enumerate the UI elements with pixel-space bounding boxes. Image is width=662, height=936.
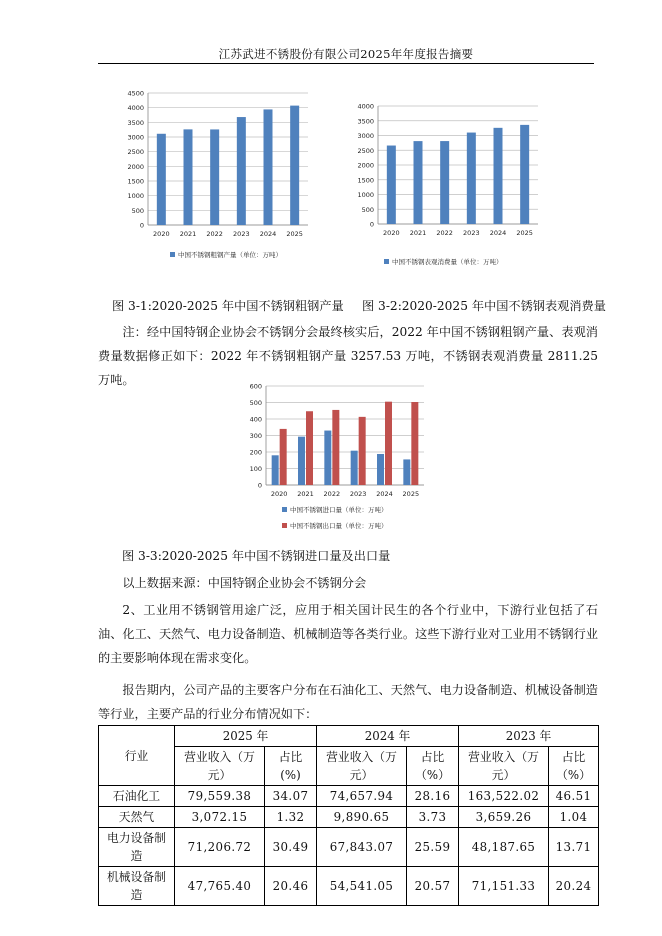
table-cell: 30.49 — [265, 828, 317, 867]
bar — [280, 429, 287, 485]
bar — [385, 402, 392, 485]
y-tick-label: 2500 — [127, 148, 144, 157]
table-cell: 13.71 — [549, 828, 599, 867]
bar — [387, 146, 396, 224]
x-tick-label: 2025 — [286, 230, 303, 238]
revenue-header: 营业收入（万元） — [175, 747, 265, 786]
bar — [264, 109, 273, 225]
legend-label: 中国不锈钢出口量（单位：万吨） — [290, 522, 388, 530]
share-header: 占比(%) — [265, 747, 317, 786]
bar — [403, 459, 410, 485]
year-header-2023: 2023 年 — [459, 726, 599, 747]
table-cell: 71,206.72 — [175, 828, 265, 867]
bar — [359, 417, 366, 485]
customer-distribution-paragraph: 报告期内，公司产品的主要客户分布在石油化工、天然气、电力设备制造、机械设备制造等行业，主要产品的行业分布情况如下： — [98, 683, 598, 721]
legend-label: 中国不锈钢粗钢产量（单位：万吨） — [178, 251, 282, 259]
figure-caption-3-2: 图 3-2:2020-2025 年中国不锈钢表观消费量 — [362, 299, 606, 313]
share-header: 占比（%） — [407, 747, 459, 786]
x-tick-label: 2024 — [376, 490, 393, 498]
table-row — [99, 786, 599, 807]
y-tick-label: 2500 — [357, 146, 374, 155]
x-tick-label: 2024 — [489, 229, 507, 237]
import-export-chart — [228, 378, 438, 540]
table-row — [99, 867, 599, 906]
bar — [184, 129, 193, 225]
revision-note: 注：经中国特钢企业协会不锈钢分会最终核实后，2022 年中国不锈钢粗钢产量、表观消费量数据修正如下：2022 年不锈钢粗钢产量 3257.53 万吨，不锈钢表观消费量 2811.25 万吨。 — [98, 325, 598, 387]
y-tick-label: 200 — [249, 448, 262, 457]
table-cell: 20.57 — [407, 867, 459, 906]
header-rule — [98, 63, 594, 64]
legend-label: 中国不锈钢表观消费量（单位：万吨） — [392, 258, 503, 266]
share-header: 占比（%） — [549, 747, 599, 786]
y-tick-label: 600 — [249, 382, 262, 391]
y-tick-label: 2000 — [127, 162, 144, 171]
y-tick-label: 4000 — [127, 104, 144, 113]
year-header-2024: 2024 年 — [317, 726, 459, 747]
y-tick-label: 1500 — [127, 177, 144, 186]
bar — [411, 402, 418, 485]
table-cell: 79,559.38 — [175, 786, 265, 807]
table-cell: 47,765.40 — [175, 867, 265, 906]
y-tick-label: 300 — [249, 432, 262, 440]
data-source-note: 以上数据来源：中国特钢企业协会不锈钢分会 — [122, 576, 367, 590]
bar — [290, 106, 299, 225]
table-cell: 20.24 — [549, 867, 599, 906]
x-tick-label: 2021 — [297, 490, 314, 498]
y-tick-label: 3500 — [127, 118, 144, 127]
bar — [440, 141, 449, 224]
figure-caption-3-3: 图 3-3:2020-2025 年中国不锈钢进口量及出口量 — [122, 549, 391, 563]
industry-distribution-table — [98, 725, 599, 906]
x-tick-label: 2023 — [463, 229, 480, 237]
table-cell: 54,541.05 — [317, 867, 407, 906]
figure-caption-3-1: 图 3-1:2020-2025 年中国不锈钢粗钢产量 — [112, 299, 344, 313]
table-cell: 74,657.94 — [317, 786, 407, 807]
y-tick-label: 0 — [257, 481, 262, 490]
x-tick-label: 2025 — [516, 229, 533, 237]
y-tick-label: 500 — [249, 399, 262, 407]
table-cell: 1.32 — [265, 807, 317, 828]
table-cell: 20.46 — [265, 867, 317, 906]
y-tick-label: 3500 — [357, 117, 374, 126]
industry-name: 天然气 — [99, 807, 175, 828]
bar — [520, 125, 529, 224]
table-cell: 3,659.26 — [459, 807, 549, 828]
y-tick-label: 0 — [139, 221, 144, 230]
table-cell: 163,522.02 — [459, 786, 549, 807]
x-tick-label: 2022 — [436, 229, 453, 237]
legend-swatch — [282, 523, 287, 528]
bar — [351, 451, 358, 485]
x-tick-label: 2023 — [349, 490, 367, 498]
x-tick-label: 2023 — [233, 230, 250, 238]
bar — [272, 455, 279, 485]
x-tick-label: 2020 — [153, 230, 170, 238]
x-tick-label: 2024 — [259, 230, 277, 238]
bar — [298, 437, 305, 485]
y-tick-label: 1000 — [357, 191, 374, 199]
legend-swatch — [384, 259, 389, 264]
bar — [210, 129, 219, 225]
bar — [494, 128, 503, 224]
table-cell: 9,890.65 — [317, 807, 407, 828]
y-tick-label: 1500 — [357, 176, 374, 185]
table-row — [99, 807, 599, 828]
y-tick-label: 2000 — [357, 161, 374, 170]
y-tick-label: 500 — [131, 206, 144, 215]
apparent-consumption-chart — [340, 98, 550, 278]
table-cell: 48,187.65 — [459, 828, 549, 867]
x-tick-label: 2021 — [179, 230, 197, 238]
bar — [237, 117, 246, 225]
x-tick-label: 2022 — [323, 490, 341, 498]
industry-column-header: 行业 — [99, 726, 175, 786]
y-tick-label: 500 — [361, 205, 374, 214]
bar — [332, 410, 339, 485]
x-tick-label: 2021 — [409, 229, 427, 237]
table-cell: 3,072.15 — [175, 807, 265, 828]
legend-swatch — [282, 507, 287, 512]
y-tick-label: 4500 — [127, 89, 144, 98]
y-tick-label: 1000 — [127, 192, 144, 201]
table-cell: 28.16 — [407, 786, 459, 807]
bar — [306, 411, 313, 485]
bar — [157, 134, 166, 225]
table-cell: 25.59 — [407, 828, 459, 867]
table-cell: 34.07 — [265, 786, 317, 807]
y-tick-label: 0 — [369, 220, 374, 229]
bar — [467, 133, 476, 224]
y-tick-label: 3000 — [127, 133, 144, 142]
table-cell: 3.73 — [407, 807, 459, 828]
table-row — [99, 828, 599, 867]
bar — [377, 454, 384, 485]
x-tick-label: 2020 — [383, 229, 400, 237]
y-tick-label: 400 — [249, 415, 262, 424]
bar — [414, 141, 423, 224]
industry-name: 电力设备制造 — [99, 828, 175, 867]
x-tick-label: 2020 — [270, 490, 288, 498]
table-cell: 71,151.33 — [459, 867, 549, 906]
industry-usage-paragraph: 2、工业用不锈钢管用途广泛，应用于相关国计民生的各个行业中，下游行业包括了石油、化工、天然气、电力设备制造、机械制造等各类行业。这些下游行业对工业用不锈钢行业的主要影响体现在需求变化。 — [98, 603, 598, 665]
bar — [324, 431, 331, 485]
table-cell: 46.51 — [549, 786, 599, 807]
x-tick-label: 2022 — [206, 230, 223, 238]
x-tick-label: 2025 — [402, 490, 420, 498]
table-cell: 1.04 — [549, 807, 599, 828]
report-header: 江苏武进不锈股份有限公司2025年年度报告摘要 — [218, 47, 474, 61]
y-tick-label: 4000 — [357, 102, 374, 111]
revenue-header: 营业收入（万元） — [317, 747, 407, 786]
y-tick-label: 3000 — [357, 132, 374, 140]
legend-swatch — [170, 252, 175, 257]
table-cell: 67,843.07 — [317, 828, 407, 867]
crude-steel-output-chart — [110, 85, 320, 275]
industry-name: 机械设备制造 — [99, 867, 175, 906]
year-header-2025: 2025 年 — [175, 726, 317, 747]
revenue-header: 营业收入（万元） — [459, 747, 549, 786]
y-tick-label: 100 — [249, 465, 262, 473]
industry-name: 石油化工 — [99, 786, 175, 807]
legend-label: 中国不锈钢进口量（单位：万吨） — [290, 506, 388, 514]
